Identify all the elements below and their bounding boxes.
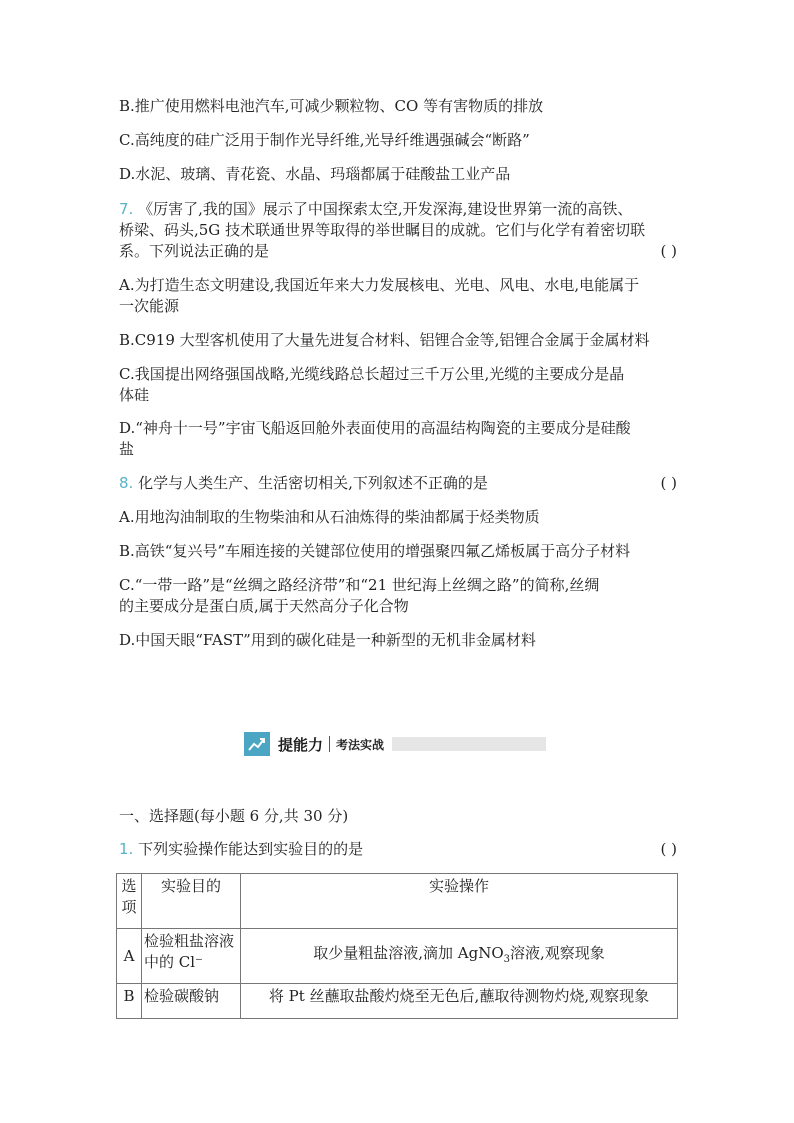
question-number: 1. bbox=[119, 840, 134, 858]
header-operation: 实验操作 bbox=[241, 874, 678, 929]
cell-purpose: 检验碳酸钠 bbox=[142, 984, 241, 1019]
q7-option-a: A.为打造生态文明建设,我国近年来大力发展核电、光电、风电、水电,电能属于 一次能源 bbox=[119, 276, 640, 315]
option-b-prev: B.推广使用燃料电池汽车,可减少颗粒物、CO 等有害物质的排放 bbox=[119, 97, 544, 115]
cell-operation: 取少量粗盐溶液,滴加 AgNO$_3$溶液,观察现象 bbox=[241, 929, 678, 984]
experiment-table bbox=[116, 873, 678, 1019]
table-row bbox=[117, 929, 678, 984]
question-number: 7. bbox=[119, 200, 134, 218]
answer-paren: ( ) bbox=[660, 242, 677, 260]
cell-operation: 将 Pt 丝蘸取盐酸灼烧至无色后,蘸取待测物灼烧,观察现象 bbox=[241, 984, 678, 1019]
q7-option-d: D.“神舟十一号”宇宙飞船返回舱外表面使用的高温结构陶瓷的主要成分是硅酸 盐 bbox=[119, 419, 631, 458]
q7-option-b: B.C919 大型客机使用了大量先进复合材料、铝锂合金等,铝锂合金属于金属材料 bbox=[119, 331, 650, 349]
cell-option: A bbox=[117, 929, 142, 984]
q8-option-a: A.用地沟油制取的生物柴油和从石油炼得的柴油都属于烃类物质 bbox=[119, 508, 540, 526]
header-purpose: 实验目的 bbox=[142, 874, 241, 929]
q7-option-c: C.我国提出网络强国战略,光缆线路总长超过三千万公里,光缆的主要成分是晶 体硅 bbox=[119, 365, 625, 404]
table-header-row bbox=[117, 874, 678, 929]
question-7-stem: 7. 《厉害了,我的国》展示了中国探索太空,开发深海,建设世界第一流的高铁、 桥梁、码头,5G 技术联通世界等取得的举世瞩目的成就。它们与化学有着密切联 系。下列说法正确的是 ( ) bbox=[119, 200, 677, 260]
banner-divider bbox=[329, 736, 330, 752]
table-row bbox=[117, 984, 678, 1019]
q8-option-d: D.中国天眼“FAST”用到的碳化硅是一种新型的无机非金属材料 bbox=[119, 631, 536, 649]
banner-subtitle: 考法实战 bbox=[336, 737, 385, 752]
section-heading: 一、选择题(每小题 6 分,共 30 分) bbox=[119, 807, 349, 825]
cell-option: B bbox=[117, 984, 142, 1019]
question-8-stem: 8. 化学与人类生产、生活密切相关,下列叙述不正确的是 ( ) bbox=[119, 474, 677, 492]
chart-arrow-icon bbox=[244, 732, 270, 756]
answer-paren: ( ) bbox=[660, 474, 677, 492]
section-banner bbox=[244, 731, 546, 757]
header-option: 选项 bbox=[117, 874, 142, 929]
q8-option-c: C.“一带一路”是“丝绸之路经济带”和“21 世纪海上丝绸之路”的简称,丝绸 的主要成分是蛋白质,属于天然高分子化合物 bbox=[119, 576, 600, 615]
banner-title: 提能力 bbox=[278, 735, 324, 754]
option-c-prev: C.高纯度的硅广泛用于制作光导纤维,光导纤维遇强碱会“断路” bbox=[119, 131, 530, 149]
question-number: 8. bbox=[119, 474, 134, 492]
question-1-stem: 1. 下列实验操作能达到实验目的的是 ( ) bbox=[119, 840, 677, 858]
option-d-prev: D.水泥、玻璃、青花瓷、水晶、玛瑙都属于硅酸盐工业产品 bbox=[119, 165, 511, 183]
cell-purpose: 检验粗盐溶液中的 Cl⁻ bbox=[142, 929, 241, 984]
banner-bar bbox=[392, 737, 546, 751]
q8-option-b: B.高铁“复兴号”车厢连接的关键部位使用的增强聚四氟乙烯板属于高分子材料 bbox=[119, 542, 631, 560]
answer-paren: ( ) bbox=[660, 840, 677, 858]
